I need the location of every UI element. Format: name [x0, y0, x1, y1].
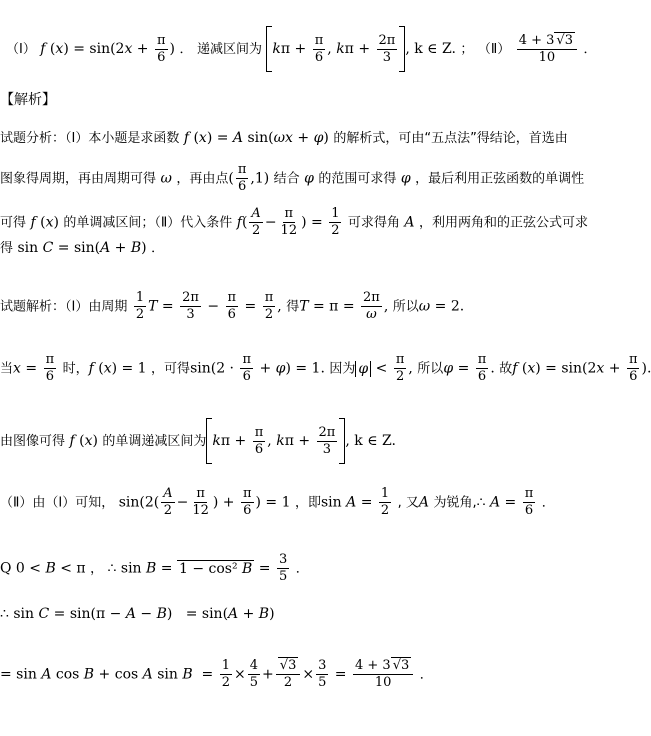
solution-line-1: 试题解析：（Ⅰ）由周期 $\frac{1}{2}$ T = $\frac{2\pi}{3}$ − $\frac{\pi}{6}$ = $\frac{\pi}{2}$ , 得T = π = $\frac{2\pi}{\omega}$ , 所以ω = 2.: [0, 290, 465, 322]
answer-line: （Ⅰ） f (x) = sin(2x + $\frac{\pi}{6}$ ) ． 递减区间为 kπ + $\frac{\pi}{6}$ , kπ + $\frac{2\pi}{3}$ , k ∈ Z. ； （Ⅱ） $\frac{4 + 3 √3}{10}$ ．: [0, 26, 630, 72]
part1-text: 递减区间为: [196, 42, 262, 57]
part2-label: （Ⅱ）: [477, 42, 511, 57]
sep: ；: [460, 42, 474, 57]
solution-line-4: （Ⅱ）由（Ⅰ）可知， sin(2( $\frac{A}{2}$ − $\frac{\pi}{12}$ ) + $\frac{\pi}{6}$ ) = 1 ，即sin A = $\frac{1}{2}$ , 又A 为锐角,∴ A = $\frac{\pi}{6}$ ．: [0, 486, 555, 518]
analysis-line-3: 可得 f (x) 的单调减区间；（Ⅱ）代入条件 f( $\frac{A}{2}$ − $\frac{\pi}{12}$ ) = $\frac{1}{2}$ 可求得角 A ，利用两角和的正弦公式可求: [0, 206, 588, 238]
answer-end: ．: [583, 42, 597, 57]
solution-line-3: 由图像可得 f (x) 的单调递减区间为 kπ + $\frac{\pi}{6}$ , kπ + $\frac{2\pi}{3}$ , k ∈ Z.: [0, 418, 630, 464]
part1-dot: ．: [179, 42, 193, 57]
part1-label: （Ⅰ）: [6, 42, 36, 57]
solution-line-7: = sin A cos B + cos A sin B = $\frac{1}{2}$ × $\frac{4}{5}$ + $\frac{√3}{2}$ × $\frac{3}{5}$ = $\frac{4 + 3 √3}{10}$ ．: [0, 658, 433, 690]
analysis-heading: 【解析】: [0, 92, 56, 108]
solution-line-6: ∴ sin C = sin(π − A − B) = sin(A + B): [0, 606, 275, 622]
analysis-line-2: 图象得周期，再由周期可得 ω ，再由点( $\frac{\pi}{6}$ ,1) 结合 φ 的范围可求得 φ ，最后利用正弦函数的单调性: [0, 162, 585, 194]
solution-line-5: Q 0 < B < π ， ∴ sin B = 1 − cos² B = $\frac{3}{5}$ ．: [0, 552, 309, 584]
interval-suffix: , k ∈ Z.: [405, 41, 456, 57]
solution-line-2: 当x = $\frac{\pi}{6}$ 时，f (x) = 1 ，可得sin(2 · $\frac{\pi}{6}$ + φ) = 1. 因为 φ < $\frac{\pi}{2}$ , 所以φ = $\frac{\pi}{6}$ . 故f (x) = sin(2x + $\frac{\pi}{6}$ ).: [0, 352, 651, 384]
analysis-line-1: 试题分析：（Ⅰ）本小题是求函数 f (x) = A sin(ωx + φ) 的解析式，可由“五点法”得结论，首选由: [0, 130, 568, 146]
analysis-line-4: 得 sin C = sin(A + B) ．: [0, 240, 165, 256]
